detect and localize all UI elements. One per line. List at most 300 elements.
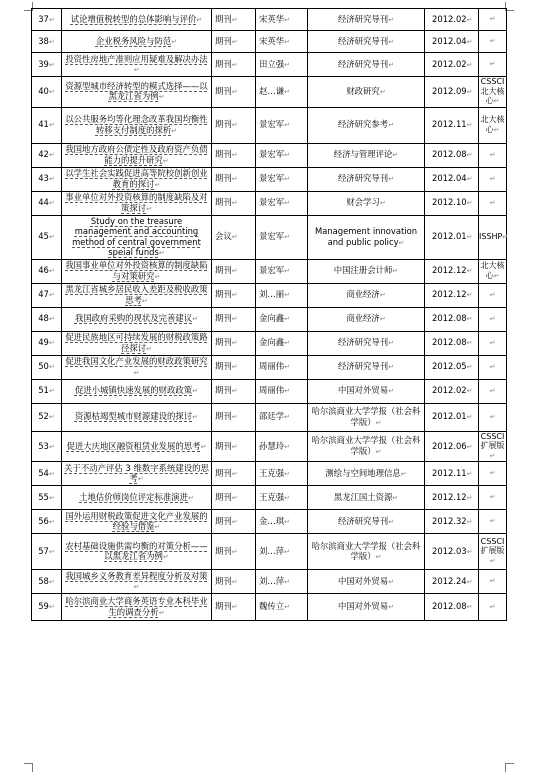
author-text: 王克强 xyxy=(259,491,285,502)
paper-title-text: 促进小城镇快速发展的财政政策 xyxy=(74,385,193,396)
row-number-text: 44 xyxy=(38,197,49,208)
index-rank-cell xyxy=(479,107,507,143)
paper-title-cell xyxy=(62,31,212,53)
index-rank-text: 北大核心 xyxy=(480,115,505,134)
author-cell xyxy=(256,403,308,431)
publication-date-text: 2012.01 xyxy=(432,231,467,242)
paper-title-cell xyxy=(62,486,212,510)
row-number-text: 53 xyxy=(38,440,49,451)
publication-date-cell xyxy=(425,570,479,594)
publication-type-cell xyxy=(212,259,256,283)
paragraph-mark-icon: ↵ xyxy=(141,296,148,305)
row-number-cell xyxy=(32,510,62,534)
index-rank-cell xyxy=(479,307,507,331)
paper-title-cell xyxy=(62,143,212,167)
publication-date-text: 2012.08 xyxy=(432,313,467,324)
author-cell xyxy=(256,283,308,307)
publication-date-cell xyxy=(425,331,479,355)
index-rank-text: CSSCI 扩展版 xyxy=(480,431,505,450)
paragraph-mark-icon: ↵ xyxy=(284,267,290,276)
publication-date-cell xyxy=(425,283,479,307)
paragraph-mark-icon: ↵ xyxy=(284,151,290,160)
table-row xyxy=(32,259,507,283)
paragraph-mark-icon: ↵ xyxy=(392,493,399,502)
paragraph-mark-icon: ↵ xyxy=(466,547,473,556)
publication-date-cell xyxy=(425,77,479,108)
publication-type-text: 期刊 xyxy=(215,515,232,526)
paragraph-mark-icon: ↵ xyxy=(284,603,290,612)
journal-name-cell xyxy=(308,379,425,403)
publication-type-cell xyxy=(212,143,256,167)
paper-title-cell xyxy=(62,355,212,379)
row-number-text: 51 xyxy=(38,385,49,396)
index-rank-cell xyxy=(479,331,507,355)
paragraph-mark-icon: ↵ xyxy=(392,267,399,276)
row-number-cell xyxy=(32,215,62,259)
publication-type-text: 期刊 xyxy=(215,313,232,324)
paragraph-mark-icon: ↵ xyxy=(502,232,509,241)
paragraph-mark-icon: ↵ xyxy=(231,267,238,276)
publication-date-text: 2012.09 xyxy=(432,86,467,96)
index-rank-cell xyxy=(479,379,507,403)
journal-name-cell xyxy=(308,570,425,594)
table-row xyxy=(32,53,507,77)
paper-title-text: 国外运用财税政策促进文化产业发展的经验与借鉴 xyxy=(65,510,208,531)
row-number-text: 39 xyxy=(38,58,49,69)
row-number-text: 58 xyxy=(38,575,49,586)
author-text: 周丽伟 xyxy=(259,385,285,396)
row-number-text: 57 xyxy=(38,545,49,556)
index-rank-cell xyxy=(479,167,507,191)
journal-name-text: 商业经济 xyxy=(346,289,380,300)
paragraph-mark-icon: ↵ xyxy=(466,517,473,526)
paragraph-mark-icon: ↵ xyxy=(231,339,238,348)
page-corner-mark xyxy=(505,763,514,772)
paragraph-mark-icon: ↵ xyxy=(489,198,496,207)
paragraph-mark-icon: ↵ xyxy=(231,291,238,300)
publication-date-cell xyxy=(425,215,479,259)
paragraph-mark-icon: ↵ xyxy=(493,125,500,134)
paragraph-mark-icon: ↵ xyxy=(231,387,238,396)
paragraph-mark-icon: ↵ xyxy=(493,97,500,105)
publication-type-text: 期刊 xyxy=(215,601,232,612)
publication-type-cell xyxy=(212,462,256,486)
paragraph-mark-icon: ↵ xyxy=(154,523,161,531)
paragraph-mark-icon: ↵ xyxy=(489,602,496,611)
paragraph-mark-icon: ↵ xyxy=(133,66,140,74)
table-row xyxy=(32,143,507,167)
journal-name-cell xyxy=(308,215,425,259)
paragraph-mark-icon: ↵ xyxy=(158,249,165,257)
paragraph-mark-icon: ↵ xyxy=(489,60,496,69)
publication-date-text: 2012.01 xyxy=(432,411,467,422)
row-number-cell xyxy=(32,486,62,510)
author-text: 景宏军 xyxy=(259,231,285,242)
paragraph-mark-icon: ↵ xyxy=(192,387,199,396)
paragraph-mark-icon: ↵ xyxy=(400,469,407,478)
paragraph-mark-icon: ↵ xyxy=(284,469,290,478)
paragraph-mark-icon: ↵ xyxy=(48,363,55,372)
paragraph-mark-icon: ↵ xyxy=(466,603,473,612)
table-row xyxy=(32,167,507,191)
index-rank-cell xyxy=(479,431,507,462)
publication-type-text: 期刊 xyxy=(215,86,232,96)
paper-title-text: 以学生社会实践促进高等院校创新创业教育的探讨 xyxy=(65,168,208,189)
publication-type-text: 期刊 xyxy=(215,58,232,69)
journal-name-text: 财会学习 xyxy=(346,197,380,208)
publication-date-cell xyxy=(425,355,479,379)
row-number-text: 54 xyxy=(38,467,49,478)
author-text: 宋英华 xyxy=(259,35,285,46)
journal-name-text: 经济研究导刊 xyxy=(337,361,389,372)
paragraph-mark-icon: ↵ xyxy=(171,126,178,135)
publication-type-cell xyxy=(212,307,256,331)
paper-title-text: 以公共服务均等化理念改革我国均衡性转移支付制度的探析 xyxy=(65,114,208,135)
journal-name-cell xyxy=(308,167,425,191)
publication-date-text: 2012.12 xyxy=(432,491,467,502)
paragraph-mark-icon: ↵ xyxy=(388,15,395,24)
paragraph-mark-icon: ↵ xyxy=(146,204,152,213)
paper-title-text: 投资性房地产准则应用疑难及解决办法 xyxy=(65,53,208,64)
author-cell xyxy=(256,307,308,331)
row-number-text: 46 xyxy=(38,265,49,276)
author-text: 赵…谦 xyxy=(259,86,285,96)
row-number-cell xyxy=(32,431,62,462)
paragraph-mark-icon: ↵ xyxy=(466,387,473,396)
row-number-cell xyxy=(32,283,62,307)
paragraph-mark-icon: ↵ xyxy=(284,60,290,69)
paper-title-cell xyxy=(62,307,212,331)
paragraph-mark-icon: ↵ xyxy=(158,608,165,617)
row-number-text: 42 xyxy=(38,149,49,160)
paragraph-mark-icon: ↵ xyxy=(171,37,178,46)
row-number-cell xyxy=(32,307,62,331)
author-text: 景宏军 xyxy=(259,149,285,160)
author-text: 景宏军 xyxy=(259,197,285,208)
paragraph-mark-icon: ↵ xyxy=(48,517,55,526)
journal-name-cell xyxy=(308,259,425,283)
paper-title-text: 我国地方政府公债定性及政府资产负债能力的提升研究 xyxy=(65,144,208,165)
table-row xyxy=(32,9,507,31)
paragraph-mark-icon: ↵ xyxy=(231,37,238,46)
publication-type-text: 期刊 xyxy=(215,545,232,556)
row-number-cell xyxy=(32,191,62,215)
paragraph-mark-icon: ↵ xyxy=(466,175,473,184)
paragraph-mark-icon: ↵ xyxy=(466,442,473,451)
paragraph-mark-icon: ↵ xyxy=(48,577,55,586)
author-cell xyxy=(256,462,308,486)
paper-title-cell xyxy=(62,167,212,191)
index-rank-cell xyxy=(479,259,507,283)
journal-name-text: 经济与管理评论 xyxy=(333,149,393,160)
paragraph-mark-icon: ↵ xyxy=(379,315,386,324)
paragraph-mark-icon: ↵ xyxy=(162,553,169,561)
paper-title-text: 土地估价师岗位评定标准演进 xyxy=(79,491,188,502)
paragraph-mark-icon: ↵ xyxy=(466,233,473,242)
paragraph-mark-icon: ↵ xyxy=(48,37,55,46)
paragraph-mark-icon: ↵ xyxy=(489,314,496,323)
paragraph-mark-icon: ↵ xyxy=(284,547,290,556)
paper-title-cell xyxy=(62,379,212,403)
publication-date-text: 2012.08 xyxy=(432,337,467,348)
paper-title-cell xyxy=(62,107,212,143)
author-cell xyxy=(256,77,308,108)
paragraph-mark-icon: ↵ xyxy=(379,291,386,300)
journal-name-text: 中国对外贸易 xyxy=(337,575,389,586)
paragraph-mark-icon: ↵ xyxy=(231,603,238,612)
paragraph-mark-icon: ↵ xyxy=(48,469,55,478)
paragraph-mark-icon: ↵ xyxy=(284,315,290,324)
paragraph-mark-icon: ↵ xyxy=(466,199,473,208)
journal-name-text: 中国对外贸易 xyxy=(337,601,389,612)
publication-date-cell xyxy=(425,486,479,510)
paragraph-mark-icon: ↵ xyxy=(231,233,238,242)
paragraph-mark-icon: ↵ xyxy=(231,175,238,184)
author-text: 王克强 xyxy=(259,467,285,478)
page-corner-mark xyxy=(24,763,33,772)
publication-type-cell xyxy=(212,107,256,143)
publication-date-text: 2012.11 xyxy=(432,467,467,478)
publication-date-text: 2012.05 xyxy=(432,361,467,372)
row-number-cell xyxy=(32,77,62,108)
index-rank-cell xyxy=(479,403,507,431)
publication-date-cell xyxy=(425,53,479,77)
paragraph-mark-icon: ↵ xyxy=(489,412,496,421)
paragraph-mark-icon: ↵ xyxy=(154,180,161,189)
paragraph-mark-icon: ↵ xyxy=(48,442,55,451)
author-cell xyxy=(256,379,308,403)
paper-title-cell xyxy=(62,431,212,462)
paragraph-mark-icon: ↵ xyxy=(375,447,382,456)
author-text: 宋英华 xyxy=(259,13,285,24)
publication-type-cell xyxy=(212,379,256,403)
journal-name-cell xyxy=(308,403,425,431)
paragraph-mark-icon: ↵ xyxy=(284,121,290,130)
index-rank-text: CSSCI 扩展版 xyxy=(480,536,505,556)
row-number-cell xyxy=(32,259,62,283)
publication-date-text: 2012.02 xyxy=(432,58,467,69)
paragraph-mark-icon: ↵ xyxy=(284,493,290,502)
paragraph-mark-icon: ↵ xyxy=(284,413,290,422)
table-row xyxy=(32,215,507,259)
table-row xyxy=(32,355,507,379)
publication-type-text: 会议 xyxy=(215,231,232,242)
paragraph-mark-icon: ↵ xyxy=(398,238,405,247)
journal-name-text: 测绘与空间地理信息 xyxy=(325,467,401,478)
paragraph-mark-icon: ↵ xyxy=(489,15,496,24)
paragraph-mark-icon: ↵ xyxy=(196,15,203,24)
publication-type-cell xyxy=(212,431,256,462)
publication-date-cell xyxy=(425,403,479,431)
paragraph-mark-icon: ↵ xyxy=(284,199,290,208)
author-cell xyxy=(256,167,308,191)
author-text: 金向鑫 xyxy=(259,313,285,324)
row-number-cell xyxy=(32,143,62,167)
journal-name-text: 经济研究导刊 xyxy=(337,35,389,46)
journal-name-cell xyxy=(308,331,425,355)
publication-type-text: 期刊 xyxy=(215,289,232,300)
paragraph-mark-icon: ↵ xyxy=(231,315,238,324)
paper-title-text: 资源型城市经济转型的模式选择——以黑龙江省为例 xyxy=(65,80,208,102)
publication-date-cell xyxy=(425,307,479,331)
publication-date-cell xyxy=(425,167,479,191)
index-rank-cell xyxy=(479,570,507,594)
paper-title-text: 我国城乡义务教育差异程度分析及对策 xyxy=(65,570,208,581)
paragraph-mark-icon: ↵ xyxy=(375,553,382,561)
author-cell xyxy=(256,431,308,462)
publication-type-text: 期刊 xyxy=(215,13,232,24)
paragraph-mark-icon: ↵ xyxy=(466,469,473,478)
paragraph-mark-icon: ↵ xyxy=(231,151,238,160)
journal-name-text: 哈尔滨商业大学学报（社会科学版） xyxy=(311,435,421,456)
paragraph-mark-icon: ↵ xyxy=(48,60,55,69)
paper-title-cell xyxy=(62,594,212,621)
publication-date-cell xyxy=(425,510,479,534)
paper-title-text: 试论增值税转型的总体影响与评价 xyxy=(70,13,197,24)
index-rank-cell xyxy=(479,53,507,77)
paragraph-mark-icon: ↵ xyxy=(284,363,290,372)
paragraph-mark-icon: ↵ xyxy=(489,174,496,183)
author-text: 孙慧玲 xyxy=(259,440,285,451)
row-number-text: 38 xyxy=(38,35,49,46)
journal-name-text: 黑龙江国土资源 xyxy=(333,491,393,502)
paper-title-text: 促进我国文化产业发展的财政政策研究 xyxy=(65,356,208,366)
row-number-cell xyxy=(32,9,62,31)
row-number-cell xyxy=(32,107,62,143)
paragraph-mark-icon: ↵ xyxy=(466,267,473,276)
paragraph-mark-icon: ↵ xyxy=(489,556,496,565)
row-number-cell xyxy=(32,534,62,570)
paper-title-cell xyxy=(62,77,212,108)
publication-type-text: 期刊 xyxy=(215,440,232,451)
journal-name-cell xyxy=(308,53,425,77)
table-row xyxy=(32,534,507,570)
publication-type-cell xyxy=(212,167,256,191)
paragraph-mark-icon: ↵ xyxy=(466,60,473,69)
paragraph-mark-icon: ↵ xyxy=(284,577,290,586)
author-text: 刘…萍 xyxy=(259,575,285,586)
paper-title-cell xyxy=(62,462,212,486)
index-rank-cell xyxy=(479,283,507,307)
publication-type-text: 期刊 xyxy=(215,173,232,184)
journal-name-cell xyxy=(308,191,425,215)
publication-date-text: 2012.24 xyxy=(432,575,467,586)
paragraph-mark-icon: ↵ xyxy=(231,517,238,526)
publication-type-text: 期刊 xyxy=(215,337,232,348)
paper-title-text: Study on the treasure management and accounting method of central government speial funds xyxy=(72,215,201,257)
paragraph-mark-icon: ↵ xyxy=(466,315,473,324)
journal-name-cell xyxy=(308,143,425,167)
publication-date-text: 2012.04 xyxy=(432,35,467,46)
publication-date-cell xyxy=(425,594,479,621)
row-number-text: 55 xyxy=(38,491,49,502)
publication-type-cell xyxy=(212,77,256,108)
journal-name-cell xyxy=(308,107,425,143)
paragraph-mark-icon: ↵ xyxy=(493,271,500,280)
paragraph-mark-icon: ↵ xyxy=(284,15,290,24)
paragraph-mark-icon: ↵ xyxy=(489,150,496,159)
paper-title-cell xyxy=(62,570,212,594)
row-number-text: 56 xyxy=(38,515,49,526)
paragraph-mark-icon: ↵ xyxy=(388,517,395,526)
paragraph-mark-icon: ↵ xyxy=(231,547,238,556)
paragraph-mark-icon: ↵ xyxy=(489,37,496,46)
row-number-text: 52 xyxy=(38,411,49,422)
paragraph-mark-icon: ↵ xyxy=(158,93,165,102)
index-rank-cell xyxy=(479,191,507,215)
publication-type-text: 期刊 xyxy=(215,575,232,586)
table-row xyxy=(32,570,507,594)
publication-date-cell xyxy=(425,534,479,570)
publication-type-cell xyxy=(212,510,256,534)
paragraph-mark-icon: ↵ xyxy=(466,121,473,130)
journal-name-cell xyxy=(308,534,425,570)
publication-date-text: 2012.10 xyxy=(432,197,467,208)
paragraph-mark-icon: ↵ xyxy=(48,603,55,612)
index-rank-cell xyxy=(479,143,507,167)
author-cell xyxy=(256,9,308,31)
journal-name-text: Management innovation and public policy xyxy=(314,226,418,247)
paper-title-cell xyxy=(62,331,212,355)
paper-title-text: 黑龙江省城乡居民收入差距及税收政策思考 xyxy=(65,284,208,305)
paragraph-mark-icon: ↵ xyxy=(284,291,290,300)
table-row xyxy=(32,31,507,53)
journal-name-text: 经济研究导刊 xyxy=(337,515,389,526)
paragraph-mark-icon: ↵ xyxy=(200,442,207,451)
publication-date-cell xyxy=(425,379,479,403)
author-cell xyxy=(256,259,308,283)
paragraph-mark-icon: ↵ xyxy=(231,363,238,372)
paragraph-mark-icon: ↵ xyxy=(489,493,496,502)
table-row xyxy=(32,283,507,307)
paragraph-mark-icon: ↵ xyxy=(231,121,238,130)
paragraph-mark-icon: ↵ xyxy=(388,363,395,372)
publication-date-cell xyxy=(425,462,479,486)
table-row xyxy=(32,331,507,355)
publication-type-cell xyxy=(212,331,256,355)
author-text: 魏传立 xyxy=(259,601,285,612)
table-row xyxy=(32,462,507,486)
paragraph-mark-icon: ↵ xyxy=(489,362,496,371)
publication-date-cell xyxy=(425,259,479,283)
journal-name-text: 经济研究导刊 xyxy=(337,13,389,24)
table-row xyxy=(32,431,507,462)
author-cell xyxy=(256,355,308,379)
publication-type-text: 期刊 xyxy=(215,467,232,478)
paragraph-mark-icon: ↵ xyxy=(48,493,55,502)
publication-table xyxy=(31,8,507,621)
paper-title-cell xyxy=(62,403,212,431)
index-rank-cell xyxy=(479,215,507,259)
publication-date-text: 2012.03 xyxy=(432,545,467,556)
publication-date-text: 2012.12 xyxy=(432,265,467,276)
journal-name-cell xyxy=(308,307,425,331)
index-rank-text: ISSHP xyxy=(479,231,503,241)
row-number-cell xyxy=(32,462,62,486)
paragraph-mark-icon: ↵ xyxy=(466,363,473,372)
journal-name-cell xyxy=(308,283,425,307)
publication-type-cell xyxy=(212,9,256,31)
paragraph-mark-icon: ↵ xyxy=(284,88,290,96)
row-number-text: 48 xyxy=(38,313,49,324)
paper-title-cell xyxy=(62,53,212,77)
author-cell xyxy=(256,534,308,570)
journal-name-cell xyxy=(308,510,425,534)
paragraph-mark-icon: ↵ xyxy=(48,339,55,348)
table-row xyxy=(32,379,507,403)
publication-date-cell xyxy=(425,31,479,53)
author-cell xyxy=(256,594,308,621)
